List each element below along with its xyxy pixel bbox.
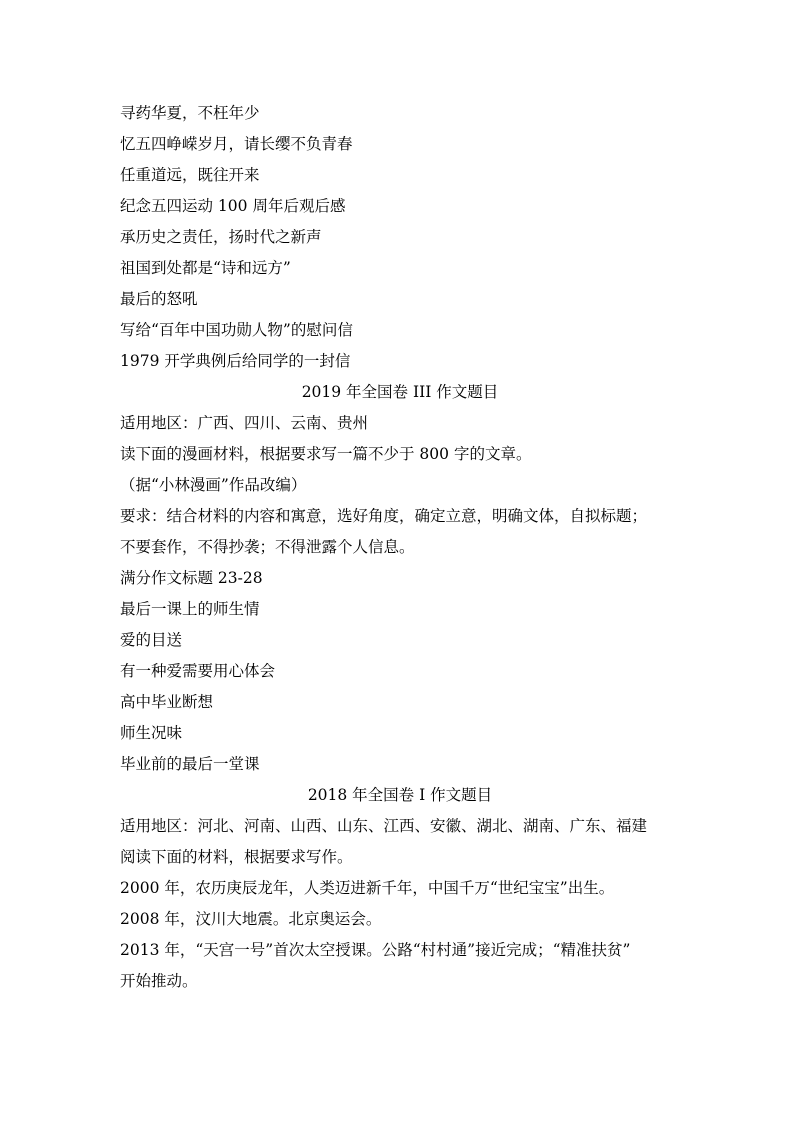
text-line: 毕业前的最后一堂课 [120,755,260,773]
text-line: 写给“百年中国功勋人物”的慰问信 [120,321,353,339]
section-heading: 2019 年全国卷 III 作文题目 [301,383,499,401]
text-line: 2000 年，农历庚辰龙年，人类迈进新千年，中国千万“世纪宝宝”出生。 [120,879,615,897]
text-line: 高中毕业断想 [120,693,214,711]
text-line: 满分作文标题 23-28 [120,569,263,587]
text-line: 有一种爱需要用心体会 [120,662,276,680]
text-line: 爱的目送 [120,631,183,649]
text-line: 阅读下面的材料，根据要求写作。 [120,848,353,866]
text-line: 祖国到处都是“诗和远方” [120,259,291,277]
text-line: 任重道远，既往开来 [120,166,260,184]
text-line: 最后的怒吼 [120,290,198,308]
text-line: 纪念五四运动 100 周年后观后感 [120,197,346,215]
text-line: 2008 年，汶川大地震。北京奥运会。 [120,910,382,928]
text-line: 师生况味 [120,724,183,742]
text-line: 最后一课上的师生情 [120,600,260,618]
text-line: （据“小林漫画”作品改编） [120,476,307,494]
text-line: 不要套作，不得抄袭；不得泄露个人信息。 [120,538,415,556]
text-line: 承历史之责任，扬时代之新声 [120,228,322,246]
text-line: 读下面的漫画材料，根据要求写一篇不少于 800 字的文章。 [120,445,532,463]
text-line: 适用地区：广西、四川、云南、贵州 [120,414,369,432]
text-line: 适用地区：河北、河南、山西、山东、江西、安徽、湖北、湖南、广东、福建 [120,817,648,835]
text-line: 忆五四峥嵘岁月，请长缨不负青春 [120,135,353,153]
text-line: 开始推动。 [120,972,198,990]
document-body [120,98,680,997]
section-heading: 2018 年全国卷 I 作文题目 [307,786,493,804]
text-line: 1979 开学典例后给同学的一封信 [120,352,351,370]
text-line: 寻药华夏，不枉年少 [120,104,260,122]
text-line: 2013 年，“天宫一号”首次太空授课。公路“村村通”接近完成；“精准扶贫” [120,941,631,959]
text-line: 要求：结合材料的内容和寓意，选好角度，确定立意，明确文体，自拟标题； [120,507,648,525]
